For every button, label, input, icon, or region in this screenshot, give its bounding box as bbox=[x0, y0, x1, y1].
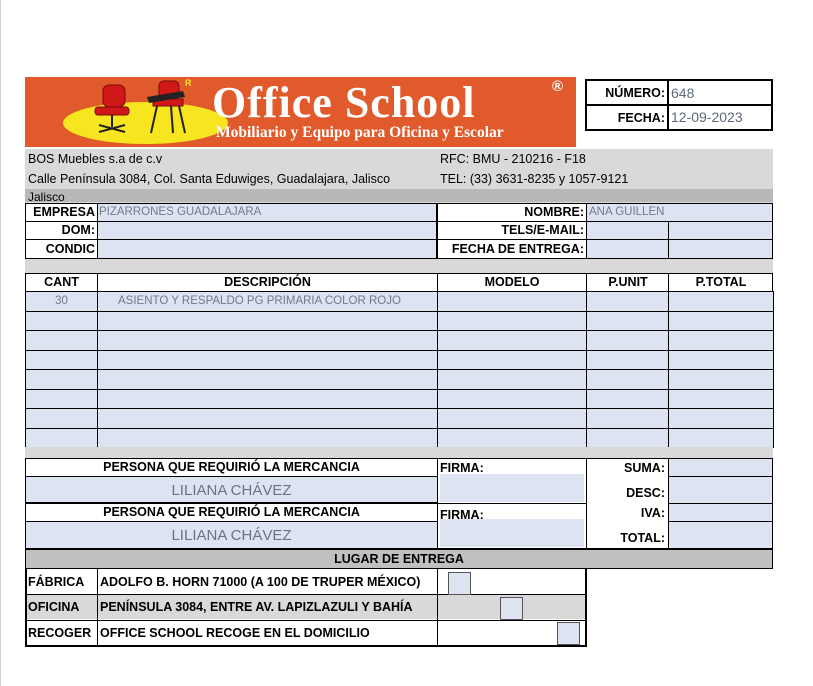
item-cell[interactable] bbox=[586, 369, 669, 390]
item-cell[interactable] bbox=[586, 408, 669, 429]
empresa-label: EMPRESA bbox=[33, 205, 95, 219]
item-cell[interactable] bbox=[437, 389, 587, 410]
item-cell[interactable] bbox=[437, 408, 587, 429]
item-cell[interactable] bbox=[25, 408, 98, 429]
item-cell[interactable] bbox=[97, 350, 438, 371]
delivery-label-recoger: RECOGER bbox=[28, 626, 92, 640]
col-punit: P.UNIT bbox=[608, 275, 648, 289]
item-cell[interactable] bbox=[437, 350, 587, 371]
item-cell[interactable] bbox=[97, 369, 438, 390]
dom-label: DOM: bbox=[61, 223, 95, 237]
item-cell[interactable] bbox=[437, 428, 587, 449]
delivery-text-recoger: OFFICE SCHOOL RECOGE EN EL DOMICILIO bbox=[100, 626, 370, 640]
lugar-entrega-title: LUGAR DE ENTREGA bbox=[334, 552, 464, 566]
item-cell[interactable] bbox=[586, 311, 669, 332]
item-cell[interactable] bbox=[668, 428, 774, 449]
delivery-text-fabrica: ADOLFO B. HORN 71000 (A 100 DE TRUPER MÉXICO) bbox=[100, 575, 421, 589]
brand-banner bbox=[25, 77, 576, 147]
condic-label: CONDIC bbox=[45, 242, 95, 256]
registered-mark: ® bbox=[552, 78, 564, 95]
item-cell[interactable] bbox=[668, 330, 774, 351]
nombre-value: ANA GUILLEN bbox=[589, 206, 665, 218]
item-cell[interactable] bbox=[586, 389, 669, 410]
numero-value: 648 bbox=[671, 85, 695, 101]
col-ptotal: P.TOTAL bbox=[695, 275, 747, 289]
chairs-logo-icon bbox=[87, 77, 217, 141]
condic-field[interactable] bbox=[97, 239, 437, 259]
desc-label: DESC: bbox=[626, 486, 665, 500]
item-cell[interactable] bbox=[97, 408, 438, 429]
item-cell[interactable] bbox=[586, 291, 669, 312]
item-cell[interactable] bbox=[586, 330, 669, 351]
item-cell[interactable] bbox=[668, 311, 774, 332]
item-cell[interactable] bbox=[25, 311, 98, 332]
fecha-entrega-field-1[interactable] bbox=[586, 239, 669, 259]
item-cell[interactable] bbox=[25, 350, 98, 371]
item-cell[interactable] bbox=[668, 291, 774, 312]
row-1-descripcion: ASIENTO Y RESPALDO PG PRIMARIA COLOR ROJO bbox=[118, 295, 401, 307]
item-cell[interactable] bbox=[97, 311, 438, 332]
col-modelo: MODELO bbox=[484, 275, 540, 289]
fecha-entrega-field-2[interactable] bbox=[668, 239, 773, 259]
nombre-label: NOMBRE: bbox=[524, 205, 584, 219]
persona-label-1: PERSONA QUE REQUIRIÓ LA MERCANCIA bbox=[103, 460, 360, 474]
item-cell[interactable] bbox=[437, 369, 587, 390]
item-cell[interactable] bbox=[437, 330, 587, 351]
iva-field[interactable] bbox=[668, 503, 773, 522]
company-tel: TEL: (33) 3631-8235 y 1057-9121 bbox=[440, 172, 629, 186]
item-cell[interactable] bbox=[97, 428, 438, 449]
delivery-label-oficina: OFICINA bbox=[28, 600, 80, 614]
item-cell[interactable] bbox=[668, 369, 774, 390]
company-rfc: RFC: BMU - 210216 - F18 bbox=[440, 152, 586, 166]
item-cell[interactable] bbox=[437, 311, 587, 332]
item-cell[interactable] bbox=[668, 389, 774, 410]
brand-tagline: Mobiliario y Equipo para Oficina y Escolar bbox=[216, 124, 504, 141]
item-cell[interactable] bbox=[586, 428, 669, 449]
numero-label: NÚMERO: bbox=[605, 86, 665, 100]
item-cell[interactable] bbox=[25, 369, 98, 390]
col-descripcion: DESCRIPCIÓN bbox=[224, 275, 311, 289]
row-1-cant: 30 bbox=[55, 295, 68, 307]
items-table-body bbox=[25, 291, 773, 447]
persona-1-name: LILIANA CHÁVEZ bbox=[171, 482, 292, 499]
item-cell[interactable] bbox=[668, 350, 774, 371]
tels-label: TELS/E-MAIL: bbox=[501, 223, 584, 237]
col-cant: CANT bbox=[44, 275, 79, 289]
checkbox-oficina[interactable] bbox=[500, 597, 523, 620]
delivery-label-fabrica: FÁBRICA bbox=[28, 575, 85, 589]
tels-field-2[interactable] bbox=[668, 221, 773, 240]
item-cell[interactable] bbox=[25, 389, 98, 410]
item-cell[interactable] bbox=[97, 389, 438, 410]
iva-label: IVA: bbox=[640, 506, 665, 520]
fecha-entrega-label: FECHA DE ENTREGA: bbox=[451, 242, 584, 256]
company-name: BOS Muebles s.a de c.v bbox=[28, 152, 163, 166]
desc-field[interactable] bbox=[668, 476, 773, 504]
item-cell[interactable] bbox=[25, 330, 98, 351]
fecha-label: FECHA: bbox=[617, 111, 665, 125]
checkbox-fabrica[interactable] bbox=[448, 572, 471, 595]
page-edge-line bbox=[0, 0, 1, 686]
tels-field-1[interactable] bbox=[586, 221, 669, 240]
fecha-value: 12-09-2023 bbox=[671, 109, 743, 125]
total-field[interactable] bbox=[668, 521, 773, 549]
total-label: TOTAL: bbox=[620, 531, 665, 545]
firma-label-2: FIRMA: bbox=[440, 508, 484, 522]
suma-field[interactable] bbox=[668, 458, 773, 477]
brand-name: Office School bbox=[212, 78, 476, 127]
firma-label-1: FIRMA: bbox=[440, 461, 484, 475]
delivery-text-oficina: PENÍNSULA 3084, ENTRE AV. LAPIZLAZULI Y BAHÍA bbox=[100, 600, 413, 614]
item-cell[interactable] bbox=[437, 291, 587, 312]
persona-label-2: PERSONA QUE REQUIRIÓ LA MERCANCIA bbox=[103, 505, 360, 519]
item-cell[interactable] bbox=[586, 350, 669, 371]
svg-text:R: R bbox=[185, 78, 192, 88]
checkbox-recoger[interactable] bbox=[557, 622, 580, 645]
item-cell[interactable] bbox=[668, 408, 774, 429]
company-address-overflow: Jalisco bbox=[28, 190, 65, 202]
item-cell[interactable] bbox=[25, 428, 98, 449]
persona-2-name: LILIANA CHÁVEZ bbox=[171, 527, 292, 544]
company-address: Calle Península 3084, Col. Santa Eduwiges, Guadalajara, Jalisco bbox=[28, 172, 391, 186]
empresa-value: PIZARRONES GUADALAJARA bbox=[99, 206, 262, 218]
suma-label: SUMA: bbox=[624, 461, 665, 475]
dom-field[interactable] bbox=[97, 221, 437, 240]
item-cell[interactable] bbox=[97, 330, 438, 351]
